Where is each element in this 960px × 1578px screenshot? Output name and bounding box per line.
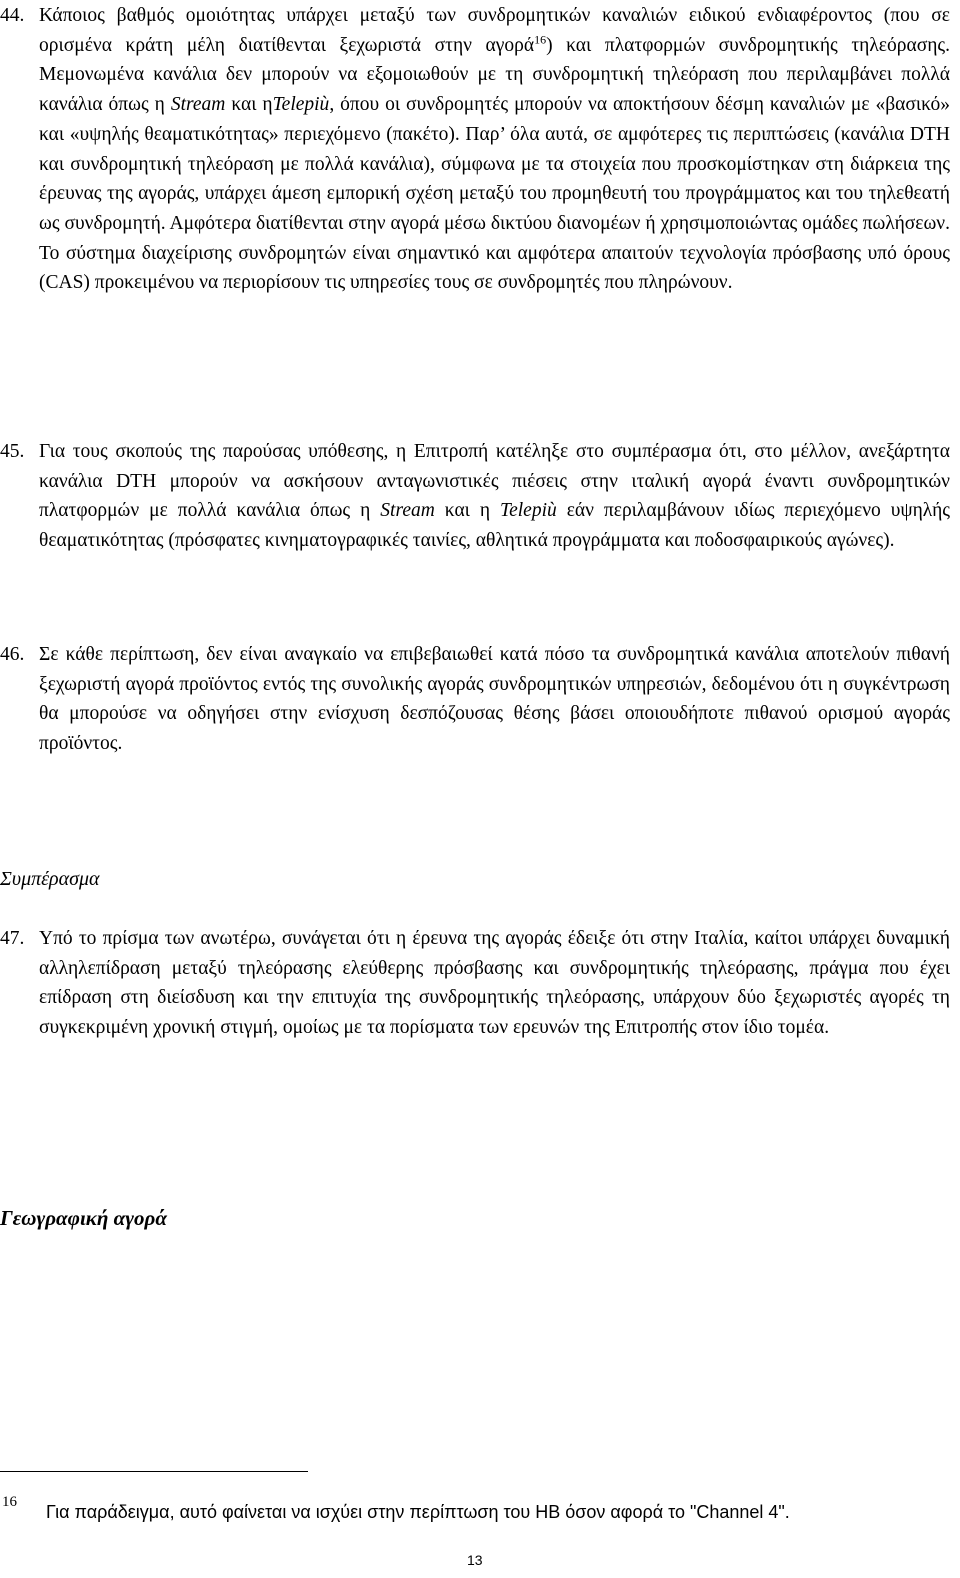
paragraph-text: Κάποιος βαθμός ομοιότητας υπάρχει μεταξύ των συνδρομητικών καναλιών ειδικού ενδιαφέροντος (που σε ορισμένα κράτη μέλη διατίθενται ξεχωριστά στην αγορά$^{16}$) και πλατφορμών συνδρομητικής τηλεόρασης. Μεμονωμένα κανάλια δεν μπορούν να εξομοιωθούν με τη συνδρομητική τηλεόραση που περιλαμβάνει πολλά κανάλια όπως η Stream και ηTelepiù, όπου οι συνδρομητές μπορούν να αποκτήσουν δέσμη καναλιών με «βασικό» και «υψηλής θεαματικότητας» περιεχόμενο (πακέτο). Παρ’ όλα αυτά, σε αμφότερες τις περιπτώσεις (κανάλια DTH και συνδρομητική τηλεόραση με πολλά κανάλια), σύμφωνα με τα στοιχεία που προσκομίστηκαν στη διάρκεια της έρευνας της αγοράς, υπάρχει άμεση εμπορική σχέση μεταξύ του προμηθευτή του προγράμματος και του τηλεθεατή ως συνδρομητή. Αμφότερα διατίθενται στην αγορά μέσω δικτύου διανομέων ή χρησιμοποιώντας ομάδες πωλήσεων. Το σύστημα διαχείρισης συνδρομητών είναι σημαντικό και αμφότερα απαιτούν τεχνολογία πρόσβασης υπό όρους (CAS) προκειμένου να περιορίσουν τις υπηρεσίες τους σε συνδρομητές που πληρώνουν. <box>39 5 951 294</box>
telepiu-name: Telepiù <box>500 500 557 522</box>
paragraph-number: 45. <box>0 441 25 462</box>
stream-name: Stream <box>170 94 226 116</box>
paragraph-45 <box>0 437 950 556</box>
heading-conclusion: Συμπέρασμα <box>0 868 100 890</box>
paragraph-44 <box>0 1 950 298</box>
paragraph-46 <box>0 640 950 759</box>
footnote-text: Για παράδειγμα, αυτό φαίνεται να ισχύει στην περίπτωση του ΗΒ όσον αφορά το "Channel 4". <box>46 1502 790 1522</box>
page-number: 13 <box>467 1552 483 1568</box>
footnote-separator <box>0 1471 308 1472</box>
heading-geographic-market: Γεωγραφική αγορά <box>0 1206 167 1230</box>
paragraph-47 <box>0 924 950 1043</box>
paragraph-text: Υπό το πρίσμα των ανωτέρω, συνάγεται ότι η έρευνα της αγοράς έδειξε ότι στην Ιταλία, καίτοι υπάρχει δυναμική αλληλεπίδραση μεταξύ τηλεόρασης ελεύθερης πρόσβασης και συνδρομητικής τηλεόρασης, πράγμα που έχει επίδραση στη διείσδυση και την επιτυχία της συνδρομητικής τηλεόρασης, υπάρχουν δύο ξεχωριστές αγορές τη συγκεκριμένη χρονική στιγμή, ομοίως με τα πορίσματα των ερευνών της Επιτροπής στον ίδιο τομέα. <box>39 928 950 1039</box>
paragraph-text: Σε κάθε περίπτωση, δεν είναι αναγκαίο να επιβεβαιωθεί κατά πόσο τα συνδρομητικά κανάλια αποτελούν πιθανή ξεχωριστή αγορά προϊόντος εντός της συνολικής αγοράς συνδρομητικών υπηρεσιών, δεδομένου ότι η συγκέντρωση θα μπορούσε να οδηγήσει στην ενίσχυση δεσπόζουσας θέσης βάσει οποιουδήποτε πιθανού ορισμού αγοράς προϊόντος. <box>39 644 950 755</box>
footnote-number: 16 <box>2 1494 17 1510</box>
stream-name: Stream <box>380 500 435 522</box>
paragraph-text: Για τους σκοπούς της παρούσας υπόθεσης, η Επιτροπή κατέληξε στο συμπέρασμα ότι, στο μέλλον, ανεξάρτητα κανάλια DTH μπορούν να ασκήσουν ανταγωνιστικές πιέσεις στην ιταλική αγορά έναντι συνδρομητικών πλατφορμών με πολλά κανάλια όπως η Stream και η Telepiù εάν περιλαμβάνουν ιδίως περιεχόμενο υψηλής θεαματικότητας (πρόσφατες κινηματογραφικές ταινίες, αθλητικά προγράμματα και ποδοσφαιρικούς αγώνες). <box>39 441 951 552</box>
paragraph-number: 44. <box>0 5 25 26</box>
paragraph-number: 46. <box>0 644 25 665</box>
footnote-ref: 16 <box>534 32 547 47</box>
paragraph-number: 47. <box>0 928 25 949</box>
telepiu-name: Telepiù <box>272 94 330 116</box>
